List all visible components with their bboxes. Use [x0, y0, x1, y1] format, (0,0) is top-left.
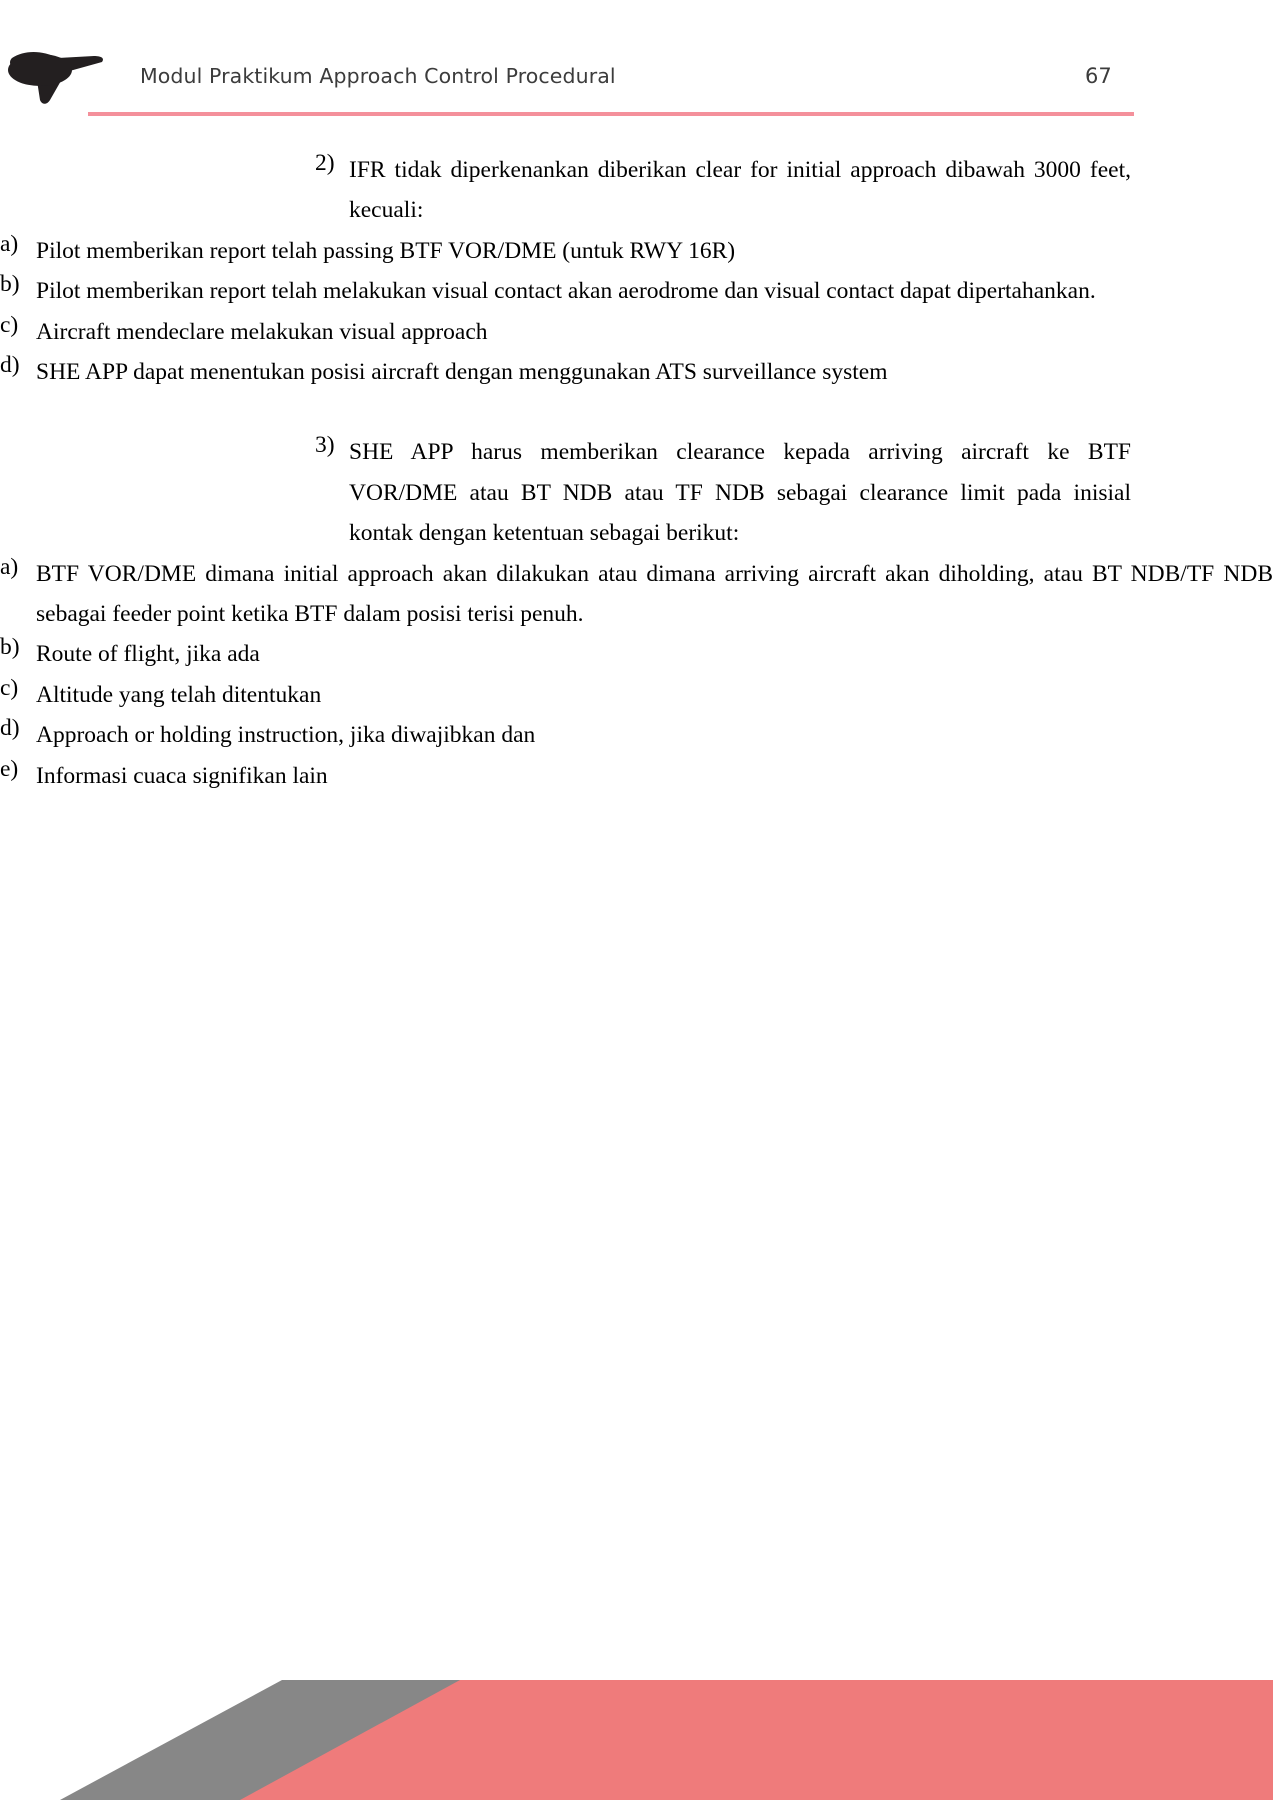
- list-item-text: Pilot memberikan report telah passing BTF VOR/DME (untuk RWY 16R): [36, 237, 736, 264]
- list-marker: d): [0, 715, 20, 742]
- page-header: [0, 0, 1273, 120]
- list-marker: a): [0, 230, 19, 257]
- list-marker: 2): [315, 150, 335, 176]
- list-item-text: Route of flight, jika ada: [36, 641, 260, 668]
- page-number: 67: [1085, 64, 1112, 88]
- list-item-text: Altitude yang telah ditentukan: [36, 681, 322, 708]
- list-marker: a): [0, 553, 19, 580]
- ordered-list-level2: [0, 553, 1273, 796]
- list-marker: d): [0, 352, 20, 379]
- page-title: Modul Praktikum Approach Control Procedural: [140, 64, 616, 88]
- list-item: [0, 755, 1273, 796]
- header-divider: [88, 112, 1134, 116]
- ordered-list-level1: [0, 150, 1273, 796]
- list-marker: b): [0, 271, 20, 298]
- page-content: [0, 150, 1273, 796]
- list-marker: 3): [315, 432, 335, 459]
- list-item: [0, 553, 1273, 635]
- list-item-text: Approach or holding instruction, jika diwajibkan dan: [36, 722, 536, 749]
- list-item: [0, 352, 1273, 392]
- list-item-text: BTF VOR/DME dimana initial approach akan dilakukan atau dimana arriving aircraft akan diholding, atau BT NDB/TF NDB sebagai feeder point ketika BTF dalam posisi terisi penuh.: [36, 560, 1273, 628]
- list-item-text: Pilot memberikan report telah melakukan visual contact akan aerodrome dan visual contact dapat dipertahankan.: [36, 278, 1096, 305]
- list-item: [0, 715, 1273, 755]
- list-item-text: SHE APP harus memberikan clearance kepada arriving aircraft ke BTF VOR/DME atau BT NDB atau TF NDB sebagai clearance limit pada inisial kontak dengan ketentuan sebagai berikut:: [349, 439, 1131, 547]
- list-item-text: SHE APP dapat menentukan posisi aircraft dengan menggunakan ATS surveillance system: [36, 359, 888, 386]
- list-marker: c): [0, 674, 19, 701]
- paragraph-spacer: [0, 392, 1273, 432]
- list-marker: b): [0, 634, 20, 661]
- list-item: [0, 271, 1273, 311]
- list-marker: e): [0, 755, 19, 782]
- list-item-text: Informasi cuaca signifikan lain: [36, 762, 328, 789]
- list-item: [0, 432, 1273, 796]
- airplane-icon: [6, 38, 110, 108]
- list-marker: c): [0, 311, 19, 338]
- list-item: [0, 674, 1273, 715]
- list-item: [0, 634, 1273, 674]
- list-item: [0, 150, 1273, 392]
- list-item: [0, 230, 1273, 271]
- page-footer-decoration: [0, 1680, 1273, 1800]
- list-item-text: Aircraft mendeclare melakukan visual approach: [36, 318, 488, 345]
- list-item: [0, 311, 1273, 352]
- ordered-list-level2: [0, 230, 1273, 393]
- list-item-text: IFR tidak diperkenankan diberikan clear for initial approach dibawah 3000 feet, kecuali:: [349, 157, 1131, 224]
